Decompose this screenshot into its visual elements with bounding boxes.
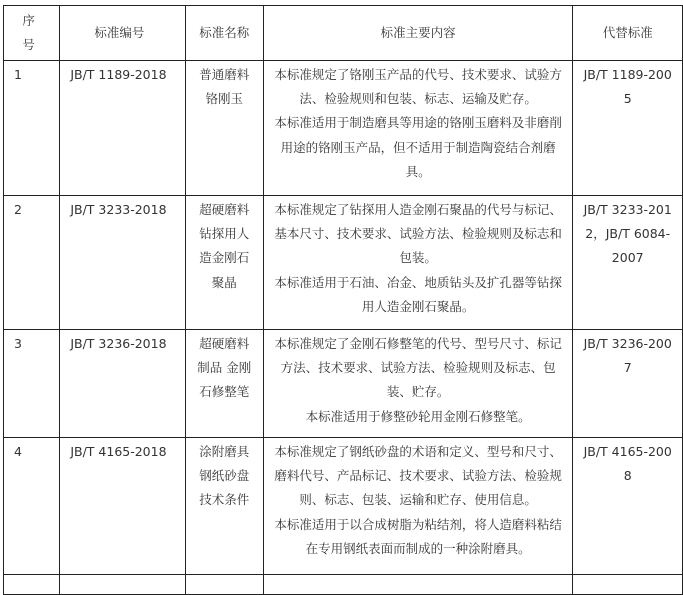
row-code: JB/T 3233-2018 xyxy=(60,196,185,330)
row-name-line: 涂附磨具 xyxy=(199,444,250,459)
table-row xyxy=(4,575,683,595)
row-content-line: 基本尺寸、技术要求、试验方法、检验规则及标志和 xyxy=(274,226,562,242)
row-index: 1 xyxy=(4,61,60,196)
row-name-line: 技术条件 xyxy=(199,492,250,508)
row-content xyxy=(263,438,573,575)
row-replaces xyxy=(573,330,683,438)
row-replaces xyxy=(573,61,683,196)
row-content-line: 本标准规定了钢纸砂盘的术语和定义、型号和尺寸、 xyxy=(274,444,562,459)
row-content-line: 具。 xyxy=(405,163,431,179)
row-content-line: 法、检验规则和包装、标志、运输及贮存。 xyxy=(299,91,537,107)
row-content-line: 方法、技术要求、试验方法、检验规则及标志、包 xyxy=(280,360,556,376)
empty-cell xyxy=(60,575,185,595)
table-row xyxy=(4,196,683,330)
row-name-line: 铬刚玉 xyxy=(205,91,243,107)
row-replaces xyxy=(573,196,683,330)
row-content-line: 装、贮存。 xyxy=(386,384,450,400)
row-name-line: 钢纸砂盘 xyxy=(199,468,250,484)
row-name-line: 普通磨料 xyxy=(199,67,250,82)
header-index xyxy=(4,6,60,61)
row-replaces-line: 7 xyxy=(623,360,632,376)
row-name-line: 超硬磨料 xyxy=(199,202,250,217)
row-index: 3 xyxy=(4,330,60,438)
header-code: 标准编号 xyxy=(60,6,185,61)
row-name-line: 制品 金刚 xyxy=(197,360,252,376)
empty-cell xyxy=(4,575,60,595)
row-content-line: 本标准适用于石油、冶金、地质钻头及扩孔器等钻探 xyxy=(274,274,562,290)
row-code: JB/T 3236-2018 xyxy=(60,330,185,438)
row-replaces-line: JB/T 3233-201 xyxy=(583,202,672,217)
row-content-line: 本标准规定了铬刚玉产品的代号、技术要求、试验方 xyxy=(274,67,562,82)
row-content-line: 在专用钢纸表面而制成的一种涂附磨具。 xyxy=(305,540,531,556)
row-replaces-line: JB/T 1189-200 xyxy=(583,67,672,82)
empty-cell xyxy=(185,575,263,595)
row-replaces-line: 8 xyxy=(623,468,632,484)
row-replaces xyxy=(573,438,683,575)
row-replaces-line: 2，JB/T 6084- xyxy=(585,226,671,242)
row-name-line: 钻探用人 xyxy=(199,226,250,242)
header-name: 标准名称 xyxy=(185,6,263,61)
row-content-line: 本标准适用于制造磨具等用途的铬刚玉磨料及非磨削 xyxy=(274,115,562,131)
row-content xyxy=(263,61,573,196)
row-index: 4 xyxy=(4,438,60,575)
row-code: JB/T 1189-2018 xyxy=(60,61,185,196)
row-content xyxy=(263,196,573,330)
table-row xyxy=(4,61,683,196)
row-content-line: 包装。 xyxy=(399,250,437,266)
row-content-line: 本标准规定了钻探用人造金刚石聚晶的代号与标记、 xyxy=(274,202,562,217)
table-row xyxy=(4,330,683,438)
row-content-line: 则、标志、包装、运输和贮存、使用信息。 xyxy=(299,492,537,508)
row-name-line: 石修整笔 xyxy=(199,384,250,400)
row-name xyxy=(185,438,263,575)
header-replaces: 代替标准 xyxy=(573,6,683,61)
row-index: 2 xyxy=(4,196,60,330)
table-header-row xyxy=(4,6,683,61)
row-name-line: 聚晶 xyxy=(211,274,237,290)
row-content-line: 磨料代号、产品标记、技术要求、试验方法、检验规 xyxy=(274,468,562,484)
row-code: JB/T 4165-2018 xyxy=(60,438,185,575)
row-name xyxy=(185,196,263,330)
row-content-line: 本标准适用于修整砂轮用金刚石修整笔。 xyxy=(305,408,531,424)
empty-cell xyxy=(573,575,683,595)
header-content: 标准主要内容 xyxy=(263,6,573,61)
row-content xyxy=(263,330,573,438)
row-name-line: 超硬磨料 xyxy=(199,336,250,351)
standards-table xyxy=(3,5,683,595)
row-replaces-line: 5 xyxy=(623,91,632,107)
row-content-line: 用途的铬刚玉产品，但不适用于制造陶瓷结合剂磨 xyxy=(280,139,556,155)
row-replaces-line: JB/T 4165-200 xyxy=(583,444,672,459)
header-index-line: 号 xyxy=(22,37,35,52)
row-replaces-line: JB/T 3236-200 xyxy=(583,336,672,351)
header-index-line: 序 xyxy=(22,12,35,28)
table-row xyxy=(4,438,683,575)
row-name-line: 造金刚石 xyxy=(199,250,250,266)
row-replaces-line: 2007 xyxy=(611,250,644,266)
row-content-line: 用人造金刚石聚晶。 xyxy=(361,298,475,314)
empty-cell xyxy=(263,575,573,595)
row-name xyxy=(185,330,263,438)
row-name xyxy=(185,61,263,196)
row-content-line: 本标准适用于以合成树脂为粘结剂，将人造磨料粘结 xyxy=(274,516,562,532)
row-content-line: 本标准规定了金刚石修整笔的代号、型号尺寸、标记 xyxy=(274,336,562,351)
